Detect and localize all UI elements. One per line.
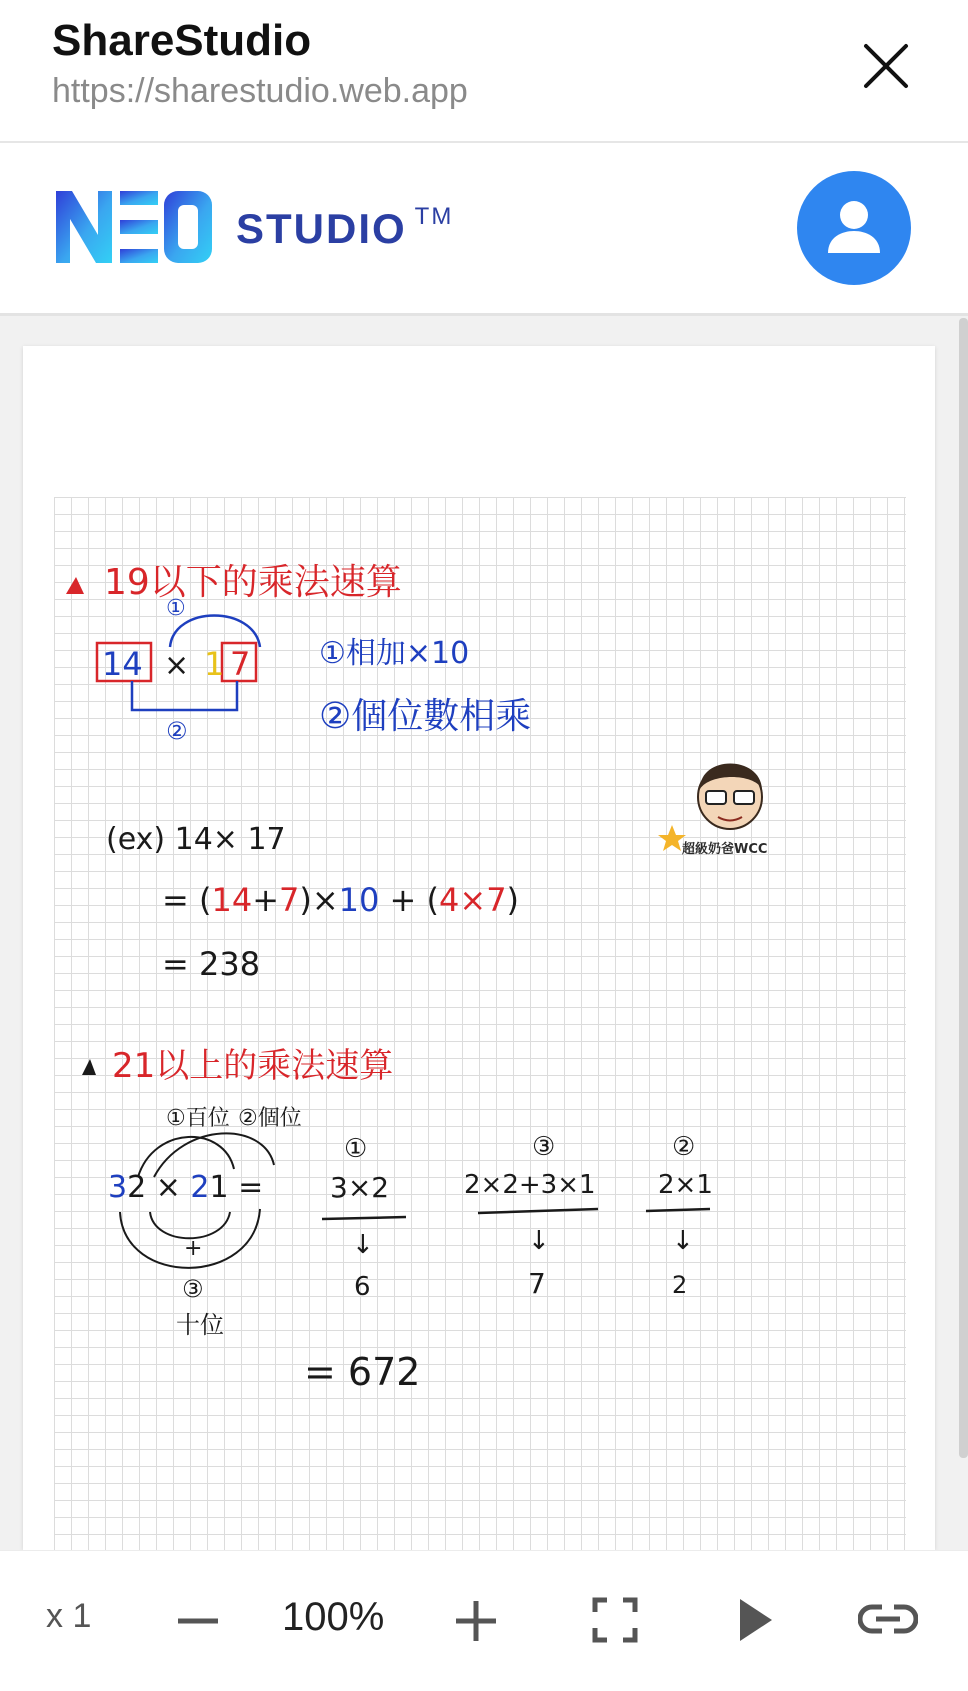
col1-result: 6: [354, 1272, 371, 1302]
playback-toolbar: [0, 1550, 968, 1691]
wcc-sticker: [658, 764, 767, 858]
bullet-triangle-red: [66, 577, 84, 594]
marker-2-bottom: ②: [166, 717, 188, 745]
rule-1: ①相加×10: [319, 636, 470, 671]
bullet-triangle-black: [82, 1059, 96, 1075]
times-sign: ×: [164, 648, 190, 683]
label-hundreds: ①百位: [166, 1106, 230, 1131]
brand-name: [236, 205, 453, 253]
col2-expression: 2×2+3×1: [464, 1170, 596, 1200]
person-icon: [824, 197, 884, 257]
app-url: https://sharestudio.web.app: [52, 72, 468, 110]
number-14: 14: [102, 645, 143, 683]
col1-marker: ①: [344, 1134, 368, 1164]
section1-heading: 19以下的乘法速算: [104, 562, 402, 603]
neo-logo-icon: [56, 191, 212, 263]
app-title-bar: [0, 0, 968, 143]
close-button[interactable]: [858, 38, 914, 94]
col2-result: 7: [528, 1267, 546, 1300]
label-tens: 十位: [176, 1311, 224, 1339]
col2-arrow: ↓: [528, 1226, 550, 1256]
zoom-out-button[interactable]: [174, 1603, 222, 1639]
marker-1-top: ①: [166, 596, 186, 621]
close-icon: [858, 38, 914, 94]
number-1-yellow: 1: [204, 645, 225, 683]
viewer-scrollbar[interactable]: [959, 318, 968, 1458]
example-label: (ex) 14× 17: [106, 822, 286, 857]
final-result: = 672: [304, 1350, 421, 1394]
fullscreen-button[interactable]: [592, 1597, 638, 1643]
example-line-2: = 238: [162, 945, 261, 983]
col3-arrow: ↓: [672, 1226, 694, 1256]
col3-expression: 2×1: [658, 1170, 713, 1200]
zoom-level: 100%: [282, 1595, 385, 1639]
col1-expression: 3×2: [330, 1171, 390, 1204]
col3-marker: ②: [672, 1132, 696, 1162]
zoom-in-button[interactable]: [452, 1597, 500, 1645]
account-avatar-button[interactable]: [797, 171, 911, 285]
rule-2: ②個位數相乘: [319, 696, 532, 737]
expression-32x21: 32 × 21 =: [108, 1170, 264, 1205]
playback-speed[interactable]: x 1: [46, 1597, 92, 1635]
minus-icon: [174, 1603, 222, 1639]
col2-marker: ③: [532, 1132, 556, 1162]
play-icon: [738, 1597, 774, 1643]
share-link-button[interactable]: [858, 1599, 918, 1639]
brand-studio-text: STUDIO: [236, 205, 407, 252]
handwritten-note: [54, 497, 906, 1550]
plus-sign: +: [184, 1236, 203, 1261]
play-button[interactable]: [738, 1597, 774, 1643]
neo-studio-header: [0, 143, 968, 316]
fullscreen-icon: [592, 1597, 638, 1643]
label-ones: ②個位: [238, 1106, 302, 1131]
number-7: 7: [230, 645, 251, 683]
marker-3: ③: [182, 1275, 204, 1303]
col3-result: 2: [672, 1271, 688, 1299]
trademark-text: TM: [414, 203, 454, 230]
section2-heading: 21以上的乘法速算: [112, 1046, 394, 1086]
example-line-1: = (14+7)×10 + (4×7): [162, 881, 520, 919]
col1-arrow: ↓: [352, 1230, 374, 1260]
link-icon: [858, 1599, 918, 1639]
sticker-text: 超級奶爸WCC: [682, 842, 768, 857]
app-title: ShareStudio: [52, 16, 312, 65]
plus-icon: [452, 1597, 500, 1645]
